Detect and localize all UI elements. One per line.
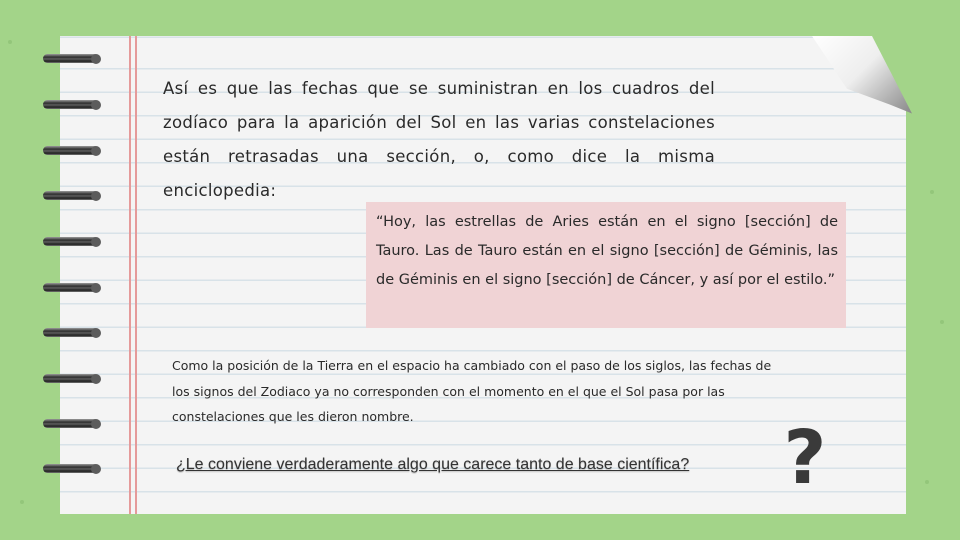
- spiral-ring-icon: [43, 463, 103, 475]
- main-paragraph: Así es que las fechas que se suministran en los cuadros del zodíaco para la aparición del Sol en las varias constelaciones están retrasadas una sección, o, como dice la misma enciclopedia:: [163, 79, 715, 200]
- spiral-ring-icon: [43, 190, 103, 202]
- background-speck: [925, 480, 929, 484]
- spiral-ring-icon: [43, 53, 103, 65]
- spiral-ring-icon: [43, 282, 103, 294]
- background-speck: [8, 40, 12, 44]
- quote-text: “Hoy, las estrellas de Aries están en el signo [sección] de Tauro. Las de Tauro están en el signo [sección] de Géminis, las de Géminis en el signo [sección] de Cáncer, y así por el estilo.”: [376, 214, 838, 288]
- spiral-ring-icon: [43, 145, 103, 157]
- background-speck: [930, 190, 934, 194]
- margin-line: [129, 36, 131, 514]
- question-text: ¿Le conviene verdaderamente algo que carece tanto de base científica?: [176, 456, 690, 473]
- spiral-ring-icon: [43, 327, 103, 339]
- question-mark-icon: ?: [783, 415, 827, 501]
- background-speck: [20, 500, 24, 504]
- spiral-ring-icon: [43, 373, 103, 385]
- spiral-ring-icon: [43, 418, 103, 430]
- spiral-ring-icon: [43, 236, 103, 248]
- second-paragraph: Como la posición de la Tierra en el espacio ha cambiado con el paso de los siglos, las fechas de los signos del Zodiaco ya no corresponden con el momento en el que el Sol pasa por las constelaciones que les dieron nombre.: [172, 358, 772, 424]
- background-speck: [940, 320, 944, 324]
- margin-line: [135, 36, 137, 514]
- spiral-ring-icon: [43, 99, 103, 111]
